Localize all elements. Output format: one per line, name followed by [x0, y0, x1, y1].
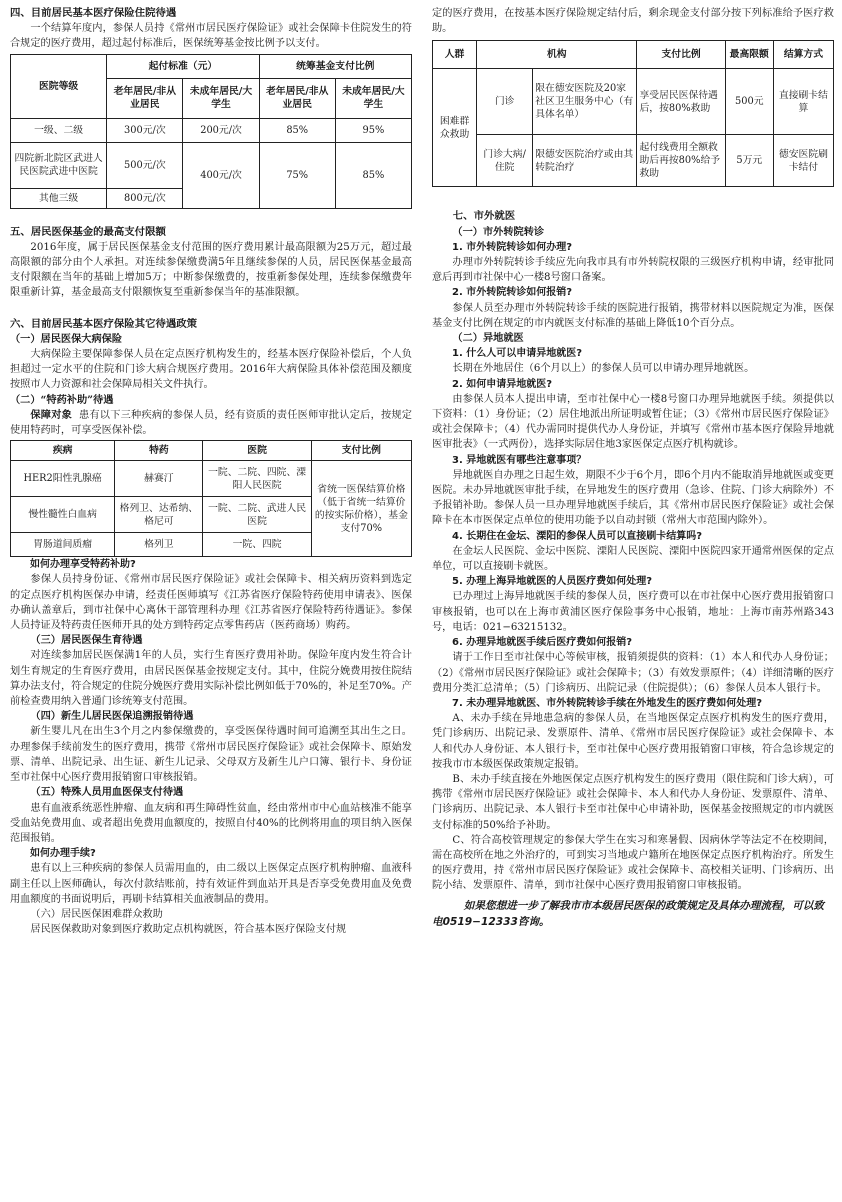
remote-q3: 3. 异地就医有哪些注意事项？ [452, 454, 587, 466]
cell-type: 门诊 [477, 69, 533, 135]
subsection-hardship-aid: （六）居民医保困难群众救助 [30, 908, 163, 920]
remote-q7: 7. 未办理异地就医、市外转院转诊手续在外地发生的医疗费如何处理? [452, 697, 763, 709]
subsection-critical-illness: （一）居民医保大病保险 [10, 332, 123, 345]
subsection-special-drug: （二）“特药补助”待遇 [10, 393, 114, 406]
cell-disease: HER2阳性乳腺癌 [11, 461, 115, 497]
right-column [432, 6, 834, 930]
coverage-label: 保障对象 [30, 408, 73, 421]
cell-deductible-young: 400元/次 [183, 142, 259, 208]
remote-q4-paragraph: 在金坛人民医院、金坛中医院、溧阳人民医院、溧阳中医院四家开通常州医保的定点单位，可以直接刷卡就医。 [432, 545, 834, 573]
cell-level: 一级、二级 [11, 118, 107, 142]
cell-deductible-old: 500元/次 [107, 142, 183, 188]
blood-how-question: 如何办理手续? [30, 848, 96, 860]
cell-settle: 德安医院刷卡结付 [773, 135, 833, 187]
cell-ratio: 起付线费用全额救助后再按80%给予救助 [637, 135, 725, 187]
th-hospital-level: 医院等级 [11, 54, 107, 118]
remote-q5-paragraph: 已办理过上海异地就医手续的参保人员，医疗费可以在市社保中心医疗费用报销窗口审核报销，也可以在上海市黄浦区医疗保险事务中心报销，地址：上海市南苏州路343号，电话：021−63215132。 [432, 591, 834, 633]
th-fund-ratio: 统筹基金支付比例 [259, 54, 411, 78]
th-institution: 机构 [477, 41, 637, 69]
cell-drug: 格列卫、达希纳、格尼可 [115, 497, 203, 533]
remote-q2: 2. 如何申请异地就医? [452, 378, 553, 390]
coverage-text: 患有以下三种疾病的参保人员，经有资质的责任医师审批认定后，按规定使用特药时，可享受医保补偿。 [10, 409, 412, 437]
aid-table [432, 40, 834, 187]
closing-note: 如果您想进一步了解我市市本级居民医保的政策规定及具体办理流程，可以致电0519−12333咨询。 [432, 899, 824, 928]
cell-ratio-old: 75% [259, 142, 335, 208]
section-6-title: 六、目前居民基本医疗保险其它待遇政策 [10, 317, 198, 330]
th-ratio-old: 老年居民/非从业居民 [259, 78, 335, 118]
transfer-q2-paragraph: 参保人员至办理市外转院转诊手续的医院进行报销，携带材料以医院规定为准，医保基金支付比例在规定的市内就医支付标准的基础上降低10个百分点。 [432, 302, 834, 329]
special-drug-how-question: 如何办理享受特药补助? [30, 559, 136, 571]
remote-q2-paragraph: 由参保人员本人提出申请，至市社保中心一楼8号窗口办理异地就医手续。须提供以下资料：（1）身份证；（2）居住地派出所证明或暂住证；（3）《常州市居民医疗保险证》或社会保障卡；（4）代办需同时提供代办人身份证，并填写《常州市基本医疗保险异地就医审批表》（一式两份），选择实际居住地3家医保定点医疗机构就诊。 [432, 393, 834, 451]
remote-q3-paragraph: 异地就医自办理之日起生效，期限不少于6个月，即6个月内不能取消异地就医或变更医院。未办异地就医审批手续，在异地发生的医疗费用（急诊、住院、门诊大病除外）不予报销补助。参保人员一旦办理异地就医手续后，其《常州市居民医疗保险证》或社会保障卡在本市医保定点单位的使用功能予以自动封锁（常州大市范围内除外）。 [432, 469, 834, 527]
cell-drug: 格列卫 [115, 533, 203, 557]
remote-q4: 4. 长期住在金坛、溧阳的参保人员可以直接刷卡结算吗? [452, 530, 703, 542]
transfer-q1-paragraph: 办理市外转院转诊手续应先向我市具有市外转院权限的三级医疗机构申请，经审批同意后再到市社保中心一楼8号窗口备案。 [432, 257, 834, 284]
inpatient-table [10, 54, 412, 209]
special-drug-paragraph [10, 408, 412, 438]
hardship-aid-paragraph: 居民医保救助对象到医疗救助定点机构就医，符合基本医疗保险支付规 [30, 924, 347, 936]
cell-drug: 赫赛汀 [115, 461, 203, 497]
subsection-blood: （五）特殊人员用血医保支付待遇 [30, 786, 184, 799]
transfer-q1: 1. 市外转院转诊如何办理? [452, 241, 573, 253]
remote-q7-b: B、未办手续直接在外地医保定点医疗机构发生的医疗费用（限住院和门诊大病），可携带《常州市居民医疗保险证》或社会保障卡、本人和代办人身份证、发票原件、清单、门诊病历、出院记录、本人银行卡至市社保中心申请补助，医保基金按照规定的市内就医支付标准的50%给予补助。 [432, 773, 834, 831]
cell-deductible-young: 200元/次 [183, 118, 259, 142]
table-row [11, 118, 412, 142]
th-limit: 最高限额 [725, 41, 773, 69]
cell-disease: 胃肠道间质瘤 [11, 533, 115, 557]
th-ratio: 支付比例 [637, 41, 725, 69]
cell-deductible-old: 800元/次 [107, 188, 183, 208]
cell-ratio-young: 95% [335, 118, 411, 142]
th-pay-ratio: 支付比例 [311, 441, 411, 461]
subsection-newborn: （四）新生儿居民医保追溯报销待遇 [30, 710, 194, 723]
th-deductible-young: 未成年居民/大学生 [183, 78, 259, 118]
section-7-title: 七、市外就医 [452, 210, 516, 223]
cell-deductible-old: 300元/次 [107, 118, 183, 142]
section-5-title: 五、居民医保基金的最高支付限额 [10, 225, 166, 238]
remote-q1: 1. 什么人可以申请异地就医? [452, 348, 583, 360]
th-settle: 结算方式 [773, 41, 833, 69]
cell-ratio-old: 85% [259, 118, 335, 142]
cell-disease: 慢性髓性白血病 [11, 497, 115, 533]
cell-ratio-young: 85% [335, 142, 411, 208]
table-row [11, 142, 412, 188]
remote-q6-paragraph: 请于工作日至市社保中心等候审核，报销须提供的资料：（1）本人和代办人身份证；（2）《常州市居民医疗保险证》或社会保障卡；（3）有效发票原件；（4）详细清晰的医疗费用分类汇总清单；（5）门诊病历、出院记录（住院提供）；（6）参保人员本人银行卡。 [432, 652, 834, 694]
cell-hospital: 一院、二院、四院、溧阳人民医院 [203, 461, 311, 497]
subsection-maternity: （三）居民医保生育待遇 [30, 634, 143, 647]
cell-ratio: 享受居民医保待遇后，按80%救助 [637, 69, 725, 135]
th-disease: 疾病 [11, 441, 115, 461]
section-4-paragraph: 一个结算年度内，参保人员持《常州市居民医疗保险证》或社会保障卡住院发生的符合规定的医疗费用，超过起付标准后，医保统筹基金按比例予以支付。 [10, 23, 412, 50]
transfer-q2: 2. 市外转院转诊如何报销? [452, 287, 573, 299]
remote-q7-a: A、未办手续在异地患急病的参保人员，在当地医保定点医疗机构发生的医疗费用，凭门诊病历、出院记录、发票原件、清单、《常州市居民医疗保险证》或社会保障卡、本人和代办人身份证、本人银行卡，至市社保中心医疗费用报销窗口审核，符合急诊规定的按我市市本级医保政策规定报销。 [432, 713, 834, 770]
th-drug: 特药 [115, 441, 203, 461]
remote-q6: 6. 办理异地就医手续后医疗费如何报销? [452, 637, 633, 649]
th-deductible: 起付标准（元） [107, 54, 259, 78]
maternity-paragraph: 对连续参加居民医保满1年的人员，实行生育医疗费用补助。保险年度内发生符合计划生育规定的生育医疗费用，由居民医保基金按规定支付。其中，住院分娩费用按住院结算办法支付，符合规定的住院分娩医疗费用实际补偿比例如低于70%的，补足至70%。产前检查费用纳入普通门诊统筹支付范围。 [10, 650, 412, 708]
th-ratio-young: 未成年居民/大学生 [335, 78, 411, 118]
cell-pay-ratio: 省统一医保结算价格（低于省统一结算价的按实际价格），基金支付70% [311, 461, 411, 557]
section-4-title: 四、目前居民基本医疗保险住院待遇 [10, 7, 177, 19]
special-drug-table [10, 440, 412, 557]
section-5-paragraph: 2016年度，属于居民医保基金支付范围的医疗费用累计最高限额为25万元，超过最高限额的部分由个人承担。对连续参保缴费满5年且继续参保的人员，居民医保基金最高支付限额在当年的基础上增加5万；中断参保缴费的，按重新参保处理，连续参保缴费年限重新计算，基金最高支付限额恢复至重新参保当年的基准限额。 [10, 241, 412, 299]
remote-q1-paragraph: 长期在外地居住（6个月以上）的参保人员可以申请办理异地就医。 [452, 363, 755, 375]
subsection-transfer: （一）市外转院转诊 [452, 225, 545, 238]
left-column [10, 6, 412, 937]
cell-hospital: 一院、四院 [203, 533, 311, 557]
th-hospital: 医院 [203, 441, 311, 461]
special-drug-how-paragraph: 参保人员持身份证、《常州市居民医疗保险证》或社会保障卡、相关病历资料到选定的定点医疗机构医保办申请，经责任医师填写《江苏省医疗保险特药使用申请表》、医保办确认盖章后，到市社保中心离休干部管理科办理《江苏省医疗保险特药待遇证》。参保人员持证及特药责任医师开具的处方到特药定点零售药店（医药商场）购药。 [10, 574, 412, 632]
th-group: 人群 [433, 41, 477, 69]
cell-institution: 限德安医院治疗或由其转院治疗 [533, 135, 637, 187]
cell-hospital: 一院、二院、武进人民医院 [203, 497, 311, 533]
cell-level: 其他三级 [11, 188, 107, 208]
th-deductible-old: 老年居民/非从业居民 [107, 78, 183, 118]
table-row [433, 135, 834, 187]
cell-limit: 500元 [725, 69, 773, 135]
cell-level: 四院新北院区武进人民医院武进中医院 [11, 142, 107, 188]
aid-continued-paragraph: 定的医疗费用，在按基本医疗保险规定结付后，剩余现金支付部分按下列标准给予医疗救助。 [432, 8, 834, 35]
blood-how-paragraph: 患有以上三种疾病的参保人员需用血的，由二级以上医保定点医疗机构肿瘤、血液科副主任以上医师确认，每次付款结账前，持有效证件到血站开具是否享受免费用血及免费用血额度的书面说明后，再刷卡结算相关血液制品的费用。 [10, 863, 412, 905]
cell-group: 困难群众救助 [433, 69, 477, 187]
table-row [11, 461, 412, 497]
critical-illness-paragraph: 大病保险主要保障参保人员在定点医疗机构发生的，经基本医疗保险补偿后，个人负担超过一定水平的住院和门诊大病合规医疗费用。2016年大病保险具体补偿范围及额度按照市人力资源和社会保障局相关文件执行。 [10, 349, 412, 391]
table-row [433, 69, 834, 135]
subsection-remote-care: （二）异地就医 [452, 332, 524, 345]
remote-q7-c: C、符合高校管理规定的参保大学生在实习和寒暑假、因病休学等法定不在校期间，需在高校所在地之外治疗的，可到实习当地或户籍所在地医保定点医疗机构治疗。所发生的医疗费用，持《常州市居民医疗保险证》或社会保障卡、高校相关证明、门诊病历、出院小结、发票原件、清单，到市社保中心医疗费用报销窗口审核报销。 [432, 834, 834, 892]
cell-settle: 直接刷卡结算 [773, 69, 833, 135]
newborn-paragraph: 新生婴儿凡在出生3个月之内参保缴费的，享受医保待遇时间可追溯至其出生之日。办理参保手续前发生的医疗费用，携带《常州市居民医疗保险证》或社会保障卡、原始发票、清单、出院记录、出生证、新生儿记录、父母双方及新生儿户口簿、银行卡、身份证至市社保中心医疗费用报销窗口审核报销。 [10, 726, 412, 784]
cell-institution: 限在德安医院及20家社区卫生服务中心（有具体名单） [533, 69, 637, 135]
blood-paragraph: 患有血液系统恶性肿瘤、血友病和再生障碍性贫血，经由常州市中心血站核准不能享受血站免费用血、或者超出免费用血额度的，按照自付40%的比例将用血的项目纳入医保范围报销。 [10, 802, 412, 844]
cell-type: 门诊大病/住院 [477, 135, 533, 187]
remote-q5: 5. 办理上海异地就医的人员医疗费如何处理? [452, 576, 653, 588]
cell-limit: 5万元 [725, 135, 773, 187]
